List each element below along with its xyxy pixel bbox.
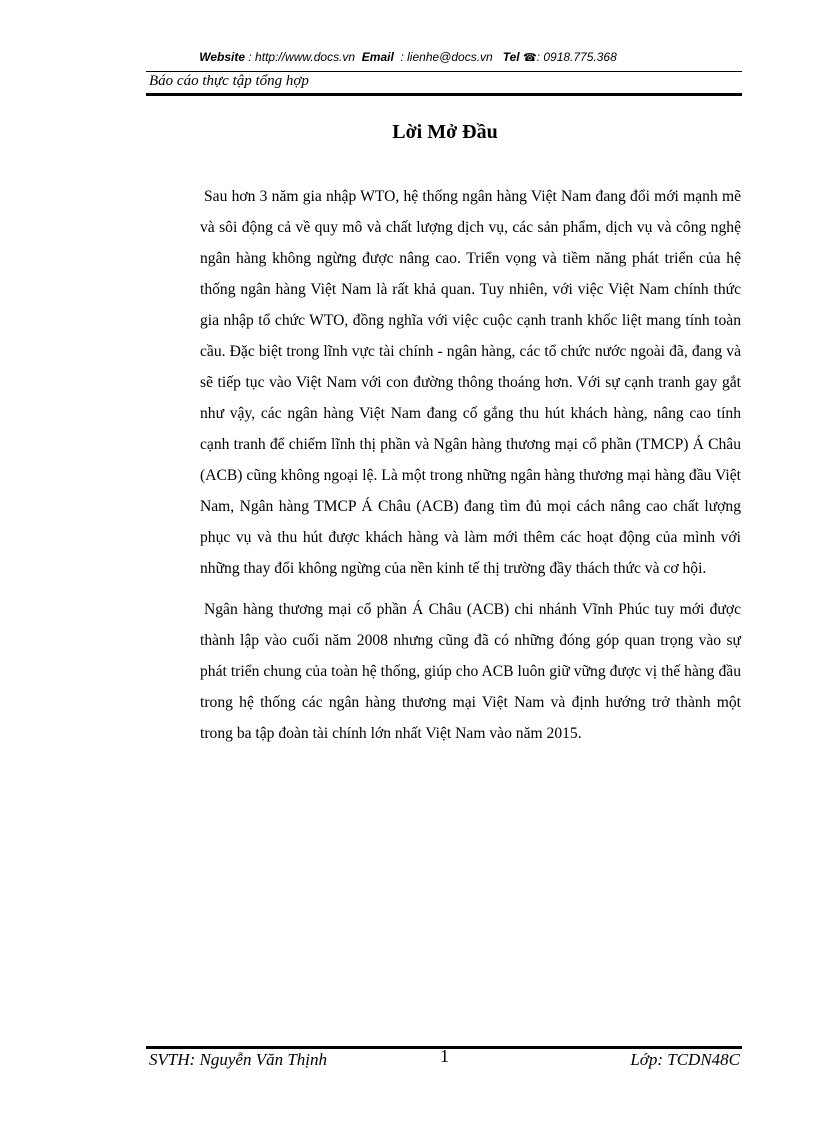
report-title: Báo cáo thực tập tổng hợp [149, 73, 309, 89]
page-title: Lời Mở Đầu [392, 121, 498, 143]
body-paragraph: Ngân hàng thương mại cổ phần Á Châu (ACB) chi nhánh Vĩnh Phúc tuy mới được thành lập vào cuối năm 2008 nhưng cũng đã có những đóng góp quan trọng vào sự phát triển chung của toàn hệ thống, giúp cho ACB luôn giữ vững được vị thế hàng đầu trong hệ thống các ngân hàng thương mại Việt Nam và định hướng trở thành một trong ba tập đoàn tài chính lớn nhất Việt Nam vào năm 2015. [200, 601, 741, 742]
email-value: : lienhe@docs.vn [400, 50, 493, 64]
telephone-icon: ☎ [522, 52, 537, 64]
email-label: Email [361, 50, 394, 64]
header-divider-thin [146, 71, 742, 72]
website-label: Website [199, 50, 246, 64]
website-value: : http://www.docs.vn [248, 50, 356, 64]
header-divider-thick [146, 93, 742, 96]
footer-class: Lớp: TCDN48C [630, 1050, 740, 1069]
page-number: 1 [440, 1046, 449, 1066]
footer-student-name: SVTH: Nguyễn Văn Thịnh [149, 1050, 328, 1069]
document-body [200, 181, 741, 759]
website-contact-bar [0, 50, 816, 64]
tel-value: : 0918.775.368 [536, 50, 617, 64]
body-paragraph: Sau hơn 3 năm gia nhập WTO, hệ thống ngân hàng Việt Nam đang đổi mới mạnh mẽ và sôi động cả về quy mô và chất lượng dịch vụ, các sản phẩm, dịch vụ và công nghệ ngân hàng không ngừng được nâng cao. Triển vọng và tiềm năng phát triển của hệ thống ngân hàng Việt Nam là rất khả quan. Tuy nhiên, với việc Việt Nam chính thức gia nhập tổ chức WTO, đồng nghĩa với việc cuộc cạnh tranh khốc liệt mang tính toàn cầu. Đặc biệt trong lĩnh vực tài chính - ngân hàng, các tổ chức nước ngoài đã, đang và sẽ tiếp tục vào Việt Nam với con đường thông thoáng hơn. Với sự cạnh tranh gay gắt như vậy, các ngân hàng Việt Nam đang cố gắng thu hút khách hàng, nâng cao tính cạnh tranh để chiếm lĩnh thị phần và Ngân hàng thương mại cổ phần (TMCP) Á Châu (ACB) cũng không ngoại lệ. Là một trong những ngân hàng thương mại hàng đầu Việt Nam, Ngân hàng TMCP Á Châu (ACB) đang tìm đủ mọi cách nâng cao chất lượng phục vụ và thu hút được khách hàng và làm mới thêm các hoạt động của mình với những thay đổi không ngừng của nền kinh tế thị trường đầy thách thức và cơ hội. [200, 188, 741, 577]
tel-label: Tel [502, 50, 520, 64]
